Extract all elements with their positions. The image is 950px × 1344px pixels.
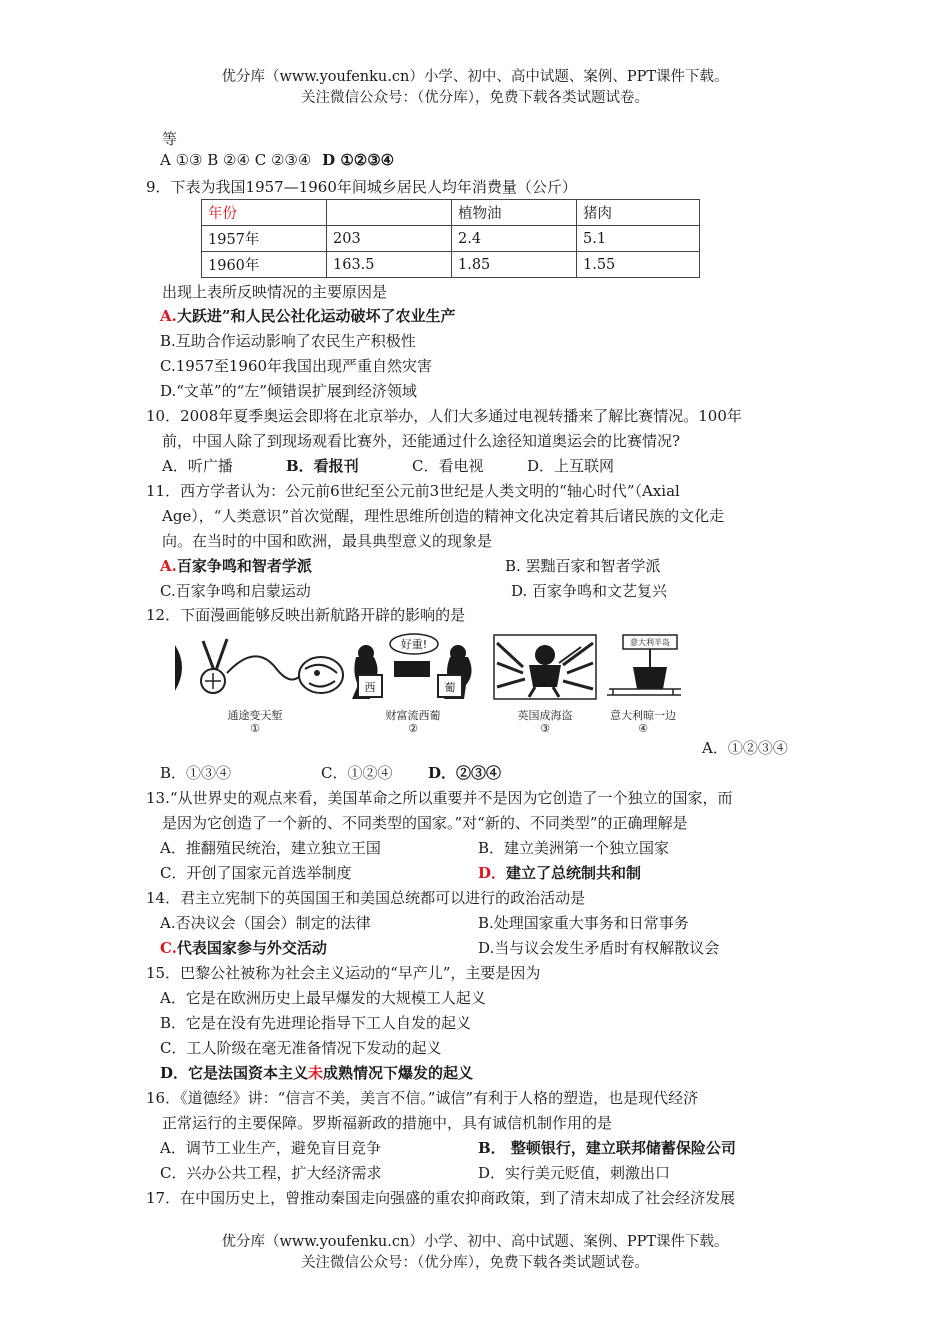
cartoon-2-image <box>348 633 478 703</box>
table-header-cell: 年份 <box>202 200 327 226</box>
q14-option-b: B.处理国家重大事务和日常事务 <box>478 914 689 932</box>
table-cell: 5.1 <box>577 226 700 252</box>
table-header-cell: 植物油 <box>452 200 577 226</box>
q14-option-c <box>160 937 327 958</box>
q14-option-d: D.当与议会发生矛盾时有权解散议会 <box>478 939 720 957</box>
footer-line-1: 优分库（www.youfenku.cn）小学、初中、高中试题、案例、PPT课件下载。 <box>221 1234 729 1250</box>
q15-option-d-part-2: 成熟情况下爆发的起义 <box>323 1064 474 1082</box>
q13-option-a: A．推翻殖民统治，建立独立王国 <box>160 839 381 857</box>
q13-option-d-text: 建立了总统制共和制 <box>506 864 642 882</box>
cartoon-1-caption <box>215 709 295 735</box>
q11-line-2: Age），“人类意识”首次觉醒，理性思维所创造的精神文化决定着其后诸民族的文化走 <box>162 507 725 525</box>
cartoon-2-number: ② <box>408 722 418 735</box>
table-cell: 163.5 <box>327 252 452 278</box>
cartoon-4-image <box>603 633 683 703</box>
q16-option-b: B． 整顿银行，建立联邦储蓄保险公司 <box>478 1139 736 1157</box>
q9-question: 出现上表所反映情况的主要原因是 <box>162 283 388 301</box>
q14-option-c-text: 代表国家参与外交活动 <box>176 939 327 957</box>
q13-line-2: 是因为它创造了一个新的、不同类型的国家。”对“新的、不同类型”的正确理解是 <box>162 814 688 832</box>
q14-option-a: A.否决议会（国会）制定的法律 <box>160 914 371 932</box>
q14-stem: 14．君主立宪制下的英国国王和美国总统都可以进行的政治活动是 <box>146 889 586 907</box>
q16-option-d: D．实行美元贬值，刺激出口 <box>478 1164 671 1182</box>
q11-option-a <box>160 555 312 576</box>
q9-option-c: C.1957至1960年我国出现严重自然灾害 <box>160 357 433 375</box>
q13-option-d-letter: D． <box>478 864 507 882</box>
q12-stem: 12．下面漫画能够反映出新航路开辟的影响的是 <box>146 606 466 624</box>
q9-option-b: B.互助合作运动影响了农民生产积极性 <box>160 332 416 350</box>
q15-option-d <box>160 1062 473 1083</box>
q15-option-d-part-1: D．它是法国资本主义 <box>160 1064 309 1082</box>
q10-option-b: B．看报刊 <box>286 457 359 475</box>
q11-line-1: 11．西方学者认为：公元前6世纪至公元前3世纪是人类文明的“轴心时代”（Axial <box>146 482 680 500</box>
q11-option-d: D. 百家争鸣和文艺复兴 <box>511 582 668 600</box>
q15-stem: 15．巴黎公社被称为社会主义运动的“早产儿”，主要是因为 <box>146 964 541 982</box>
q15-option-a: A．它是在欧洲历史上最早爆发的大规模工人起义 <box>160 989 486 1007</box>
q13-line-1: 13.“从世界史的观点来看，美国革命之所以重要并不是因为它创造了一个独立的国家，而 <box>146 789 733 807</box>
q10-line-1: 10．2008年夏季奥运会即将在北京举办，人们大多通过电视转播来了解比赛情况。100年 <box>146 407 742 425</box>
q8-continuation: 等 <box>162 130 178 148</box>
q15-option-d-highlight: 未 <box>308 1064 324 1082</box>
q12-option-a: A．①②③④ <box>702 739 788 757</box>
cartoon-2-bag-1: 西 <box>364 681 376 694</box>
q15-option-b: B．它是在没有先进理论指导下工人自发的起义 <box>160 1014 472 1032</box>
q13-option-d <box>478 862 641 883</box>
cartoon-4-sign: 意大利半岛 <box>630 638 670 647</box>
q11-line-3: 向。在当时的中国和欧洲，最具典型意义的现象是 <box>162 532 493 550</box>
q13-option-b: B．建立美洲第一个独立国家 <box>478 839 670 857</box>
header-line-1: 优分库（www.youfenku.cn）小学、初中、高中试题、案例、PPT课件下载。 <box>221 69 729 85</box>
q11-option-b: B. 罢黜百家和智者学派 <box>505 557 661 575</box>
cartoon-3-caption <box>505 709 585 735</box>
q15-option-c: C．工人阶级在毫无准备情况下发动的起义 <box>160 1039 442 1057</box>
q17-line-1: 17．在中国历史上，曾推动秦国走向强盛的重农抑商政策，到了清末却成了社会经济发展 <box>146 1189 736 1207</box>
table-cell: 1.55 <box>577 252 700 278</box>
q8-answer-d: D ①②③④ <box>322 151 395 169</box>
cartoon-3-title: 英国成海盗 <box>517 709 573 722</box>
cartoon-4-caption <box>603 709 683 735</box>
header-line-2: 关注微信公众号：（优分库），免费下载各类试题试卷。 <box>301 90 649 106</box>
q16-option-a: A．调节工业生产，避免盲目竞争 <box>160 1139 381 1157</box>
consumption-table <box>201 199 700 278</box>
table-header-row <box>202 200 700 226</box>
q10-option-a: A．听广播 <box>162 457 233 475</box>
q16-line-2: 正常运行的主要保障。罗斯福新政的措施中，具有诚信机制作用的是 <box>162 1114 613 1132</box>
table-cell: 2.4 <box>452 226 577 252</box>
q9-option-a-letter: A. <box>160 307 177 325</box>
q16-line-1: 16．《道德经》讲：“信言不美，美言不信。”诚信”有利于人格的塑造，也是现代经济 <box>146 1089 699 1107</box>
cartoon-1-number: ① <box>250 722 260 735</box>
table-cell: 1960年 <box>202 252 327 278</box>
table-cell: 203 <box>327 226 452 252</box>
q9-option-a <box>160 305 456 326</box>
table-row <box>202 226 700 252</box>
q8-options <box>160 151 394 169</box>
q9-option-d: D.“文革”的“左”倾错误扩展到经济领域 <box>160 382 417 400</box>
table-cell: 1.85 <box>452 252 577 278</box>
q11-option-a-text: 百家争鸣和智者学派 <box>176 557 312 575</box>
table-row <box>202 252 700 278</box>
q12-option-b: B．①③④ <box>160 764 232 782</box>
cartoon-2-title: 财富流西葡 <box>385 709 441 722</box>
cartoon-3-image <box>493 633 597 701</box>
table-header-cell: 猪肉 <box>577 200 700 226</box>
cartoon-2-caption <box>373 709 453 735</box>
cartoon-1-title: 通途变天堑 <box>227 709 283 722</box>
table-cell: 1957年 <box>202 226 327 252</box>
q16-option-c: C．兴办公共工程，扩大经济需求 <box>160 1164 382 1182</box>
cartoon-1-image <box>175 633 345 701</box>
cartoon-2-bubble: 好重! <box>400 638 428 651</box>
footer-line-2: 关注微信公众号：（优分库），免费下载各类试题试卷。 <box>301 1255 649 1271</box>
table-header-cell <box>327 200 452 226</box>
q10-line-2: 前，中国人除了到现场观看比赛外，还能通过什么途径知道奥运会的比赛情况? <box>162 432 681 450</box>
q12-option-c: C．①②④ <box>321 764 393 782</box>
q12-option-d: D．②③④ <box>428 764 502 782</box>
cartoon-4-number: ④ <box>638 722 648 735</box>
q10-option-d: D．上互联网 <box>527 457 615 475</box>
q11-option-a-letter: A. <box>160 557 177 575</box>
cartoon-3-number: ③ <box>540 722 550 735</box>
q11-option-c: C.百家争鸣和启蒙运动 <box>160 582 311 600</box>
cartoon-2-bag-2: 葡 <box>444 681 456 694</box>
q13-option-c: C．开创了国家元首选举制度 <box>160 864 352 882</box>
cartoon-4-title: 意大利晾一边 <box>610 709 676 722</box>
q8-options-abc: A ①③ B ②④ C ②③④ <box>160 151 312 169</box>
q10-option-c: C．看电视 <box>412 457 484 475</box>
q14-option-c-letter: C. <box>160 939 177 957</box>
q9-option-a-text: 大跃进”和人民公社化运动破坏了农业生产 <box>176 307 456 325</box>
q9-stem: 9．下表为我国1957—1960年间城乡居民人均年消费量（公斤） <box>146 178 577 196</box>
